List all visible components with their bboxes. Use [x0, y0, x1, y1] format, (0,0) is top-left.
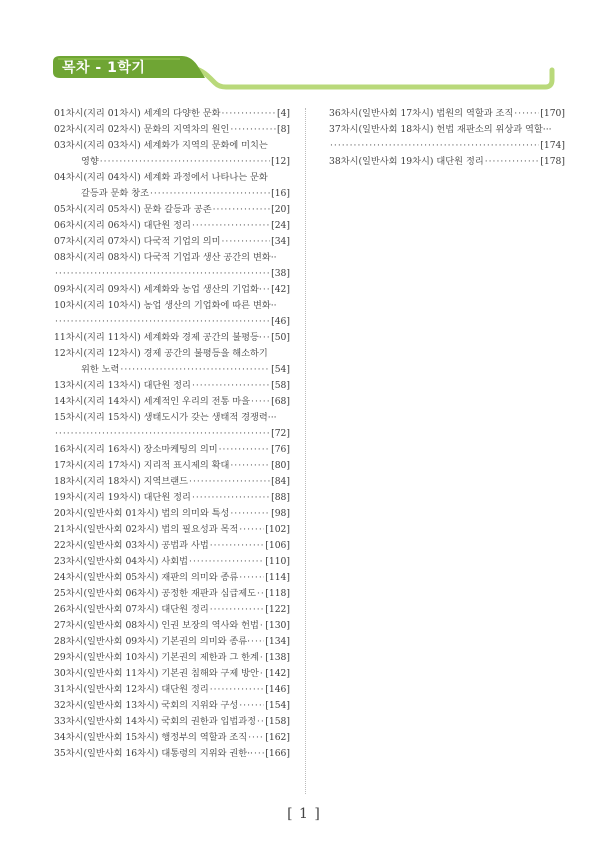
toc-entry-title: 갈등과 문화 창조: [81, 188, 149, 199]
toc-entry-title: 35차시(일반사회 16차시) 대통령의 지위와 권한··: [54, 748, 253, 759]
dot-leader: [189, 474, 270, 490]
toc-entry-line: [54, 410, 290, 426]
dot-leader: [230, 122, 276, 138]
toc-entry-page: [158]: [265, 716, 290, 727]
dot-leader: [210, 538, 265, 554]
toc-entry[interactable]: [54, 330, 290, 346]
toc-entry[interactable]: [54, 570, 290, 586]
toc-entry[interactable]: [54, 586, 290, 602]
toc-entry-title: 11차시(지리 11차시) 세계화와 경제 공간의 불평등·: [54, 332, 262, 343]
toc-entry-line: [54, 346, 290, 362]
toc-entry-page: [174]: [540, 140, 565, 151]
toc-entry-page: [24]: [271, 220, 290, 231]
toc-entry-page: [134]: [265, 636, 290, 647]
toc-entry[interactable]: [54, 634, 290, 650]
toc-entry-line: [329, 138, 565, 154]
toc-entry-title: 01차시(지리 01차시) 세계의 다양한 문화: [54, 108, 221, 119]
toc-entry-line: [329, 106, 565, 122]
dot-leader: [219, 442, 271, 458]
toc-entry[interactable]: [54, 394, 290, 410]
dot-leader: [254, 746, 264, 762]
dot-leader: [260, 666, 264, 682]
toc-entry-title: 영향: [81, 156, 99, 167]
toc-entry-page: [154]: [265, 700, 290, 711]
toc-entry-line: [329, 122, 565, 138]
toc-entry-line: [54, 570, 290, 586]
dot-leader: [263, 282, 270, 298]
toc-entry-title: 24차시(일반사회 05차시) 재판의 의미와 종류: [54, 572, 239, 583]
toc-entry-line: [54, 298, 290, 314]
dot-leader: [210, 602, 265, 618]
toc-entry-title: 29차시(일반사회 10차시) 기본권의 제한과 그 한계: [54, 652, 259, 663]
toc-entry-title: 34차시(일반사회 15차시) 행정부의 역할과 조직: [54, 732, 248, 743]
dot-leader: [221, 234, 270, 250]
toc-entry[interactable]: [54, 378, 290, 394]
toc-entry[interactable]: [54, 170, 290, 202]
toc-entry-page: [146]: [265, 684, 290, 695]
toc-entry-title: 04차시(지리 04차시) 세계화 과정에서 나타나는 문화: [54, 172, 268, 183]
toc-entry-title: 36차시(일반사회 17차시) 법원의 역할과 조직: [329, 108, 514, 119]
dot-leader: [150, 186, 270, 202]
toc-entry-line: [54, 666, 290, 682]
toc-entry[interactable]: [54, 490, 290, 506]
toc-entry[interactable]: [54, 106, 290, 122]
dot-leader: [239, 522, 264, 538]
toc-entry-page: [8]: [276, 124, 290, 135]
toc-entry-line: [54, 394, 290, 410]
toc-entry-title: 19차시(지리 19차시) 대단원 정리: [54, 492, 191, 503]
toc-entry-title: 03차시(지리 03차시) 세계화가 지역의 문화에 미치는: [54, 140, 268, 151]
toc-entry-page: [122]: [265, 604, 290, 615]
toc-entry-line: [54, 522, 290, 538]
dot-leader: [251, 634, 264, 650]
toc-entry-line: [54, 458, 290, 474]
toc-entry[interactable]: [54, 458, 290, 474]
toc-entry[interactable]: [54, 682, 290, 698]
column-divider: [305, 108, 306, 794]
dot-leader: [55, 426, 270, 442]
toc-column-left: [54, 106, 290, 762]
header-banner-graphic: [0, 0, 608, 110]
toc-entry-title: 12차시(지리 12차시) 경제 공간의 불평등을 해소하기: [54, 348, 268, 359]
toc-entry-title: 06차시(지리 06차시) 대단원 정리: [54, 220, 191, 231]
toc-entry-page: [98]: [271, 508, 290, 519]
toc-entry-page: [102]: [265, 524, 290, 535]
toc-entry-title: 16차시(지리 16차시) 장소마케팅의 의미: [54, 444, 218, 455]
dot-leader: [230, 458, 270, 474]
dot-leader: [239, 570, 264, 586]
toc-entry[interactable]: [54, 714, 290, 730]
toc-entry[interactable]: [54, 522, 290, 538]
toc-entry-title: 07차시(지리 07차시) 다국적 기업의 의미: [54, 236, 221, 247]
toc-entry-line: [54, 538, 290, 554]
toc-entry[interactable]: [54, 730, 290, 746]
toc-entry[interactable]: [54, 202, 290, 218]
toc-entry-line: [54, 442, 290, 458]
toc-entry-line: [54, 186, 290, 202]
toc-entry[interactable]: [54, 138, 290, 170]
toc-entry-line: [54, 314, 290, 330]
toc-entry[interactable]: [54, 618, 290, 634]
toc-entry[interactable]: [54, 554, 290, 570]
toc-entry-line: [329, 154, 565, 170]
toc-entry[interactable]: [54, 442, 290, 458]
dot-leader: [257, 714, 264, 730]
dot-leader: [192, 218, 270, 234]
toc-entry-page: [72]: [271, 428, 290, 439]
toc-entry-page: [178]: [540, 156, 565, 167]
toc-entry-page: [88]: [271, 492, 290, 503]
toc-entry[interactable]: [54, 506, 290, 522]
toc-entry-page: [166]: [265, 748, 290, 759]
toc-entry-line: [54, 602, 290, 618]
toc-header: [0, 0, 608, 110]
toc-entry-line: [54, 234, 290, 250]
toc-entry-line: [54, 554, 290, 570]
toc-entry[interactable]: [54, 122, 290, 138]
toc-entry-page: [12]: [271, 156, 290, 167]
toc-entry-line: [54, 730, 290, 746]
toc-entry-title: 위한 노력: [81, 364, 120, 375]
dot-leader: [210, 682, 265, 698]
dot-leader: [257, 586, 264, 602]
toc-entry-line: [54, 330, 290, 346]
toc-entry-title: 27차시(일반사회 08차시) 인권 보장의 역사와 헌법: [54, 620, 259, 631]
toc-entry-page: [162]: [265, 732, 290, 743]
toc-entry[interactable]: [329, 122, 565, 154]
toc-entry-title: 05차시(지리 05차시) 문화 갈등과 공존: [54, 204, 212, 215]
toc-entry-line: [54, 170, 290, 186]
toc-entry[interactable]: [54, 698, 290, 714]
toc-entry-title: 20차시(일반사회 01차시) 법의 의미와 특성: [54, 508, 230, 519]
toc-entry-page: [170]: [540, 108, 565, 119]
dot-leader: [263, 330, 270, 346]
toc-entry-title: 37차시(일반사회 18차시) 헌법 재판소의 위상과 역할···: [329, 124, 552, 135]
toc-entry-line: [54, 618, 290, 634]
toc-column-right: [329, 106, 565, 170]
dot-leader: [514, 106, 539, 122]
toc-entry-line: [54, 506, 290, 522]
toc-entry-page: [20]: [271, 204, 290, 215]
dot-leader: [230, 506, 270, 522]
toc-entry-page: [142]: [265, 668, 290, 679]
toc-entry[interactable]: [54, 474, 290, 490]
toc-entry-title: 32차시(일반사회 13차시) 국회의 지위와 구성: [54, 700, 239, 711]
toc-entry-line: [54, 282, 290, 298]
toc-entry-title: 21차시(일반사회 02차시) 법의 필요성과 목적: [54, 524, 239, 535]
toc-entry-page: [4]: [276, 108, 290, 119]
toc-entry-line: [54, 202, 290, 218]
toc-entry-page: [46]: [271, 316, 290, 327]
toc-entry-line: [54, 250, 290, 266]
toc-entry-page: [106]: [265, 540, 290, 551]
toc-entry-title: 25차시(일반사회 06차시) 공정한 재판과 심급제도: [54, 588, 256, 599]
toc-entry[interactable]: [54, 746, 290, 762]
dot-leader: [485, 154, 540, 170]
toc-entry-page: [80]: [271, 460, 290, 471]
toc-entry-line: [54, 746, 290, 762]
toc-entry[interactable]: [54, 346, 290, 378]
toc-entry-page: [76]: [271, 444, 290, 455]
dot-leader: [189, 554, 264, 570]
toc-entry-title: 15차시(지리 15차시) 생태도시가 갖는 생태적 경쟁력···: [54, 412, 277, 423]
toc-entry[interactable]: [54, 538, 290, 554]
dot-leader: [260, 618, 264, 634]
toc-entry-title: 38차시(일반사회 19차시) 대단원 정리: [329, 156, 484, 167]
toc-entry[interactable]: [329, 154, 565, 170]
toc-entry[interactable]: [54, 650, 290, 666]
toc-entry-page: [114]: [265, 572, 290, 583]
dot-leader: [55, 314, 270, 330]
toc-entry-line: [54, 698, 290, 714]
toc-entry[interactable]: [54, 282, 290, 298]
toc-entry-title: 10차시(지리 10차시) 농업 생산의 기업화에 따른 변화··: [54, 300, 277, 311]
toc-entry-title: 30차시(일반사회 11차시) 기본권 침해와 구제 방안: [54, 668, 259, 679]
toc-entry-title: 14차시(지리 14차시) 세계적인 우리의 전통 마을: [54, 396, 251, 407]
toc-entry-page: [54]: [271, 364, 290, 375]
toc-entry-page: [50]: [271, 332, 290, 343]
toc-entry[interactable]: [54, 666, 290, 682]
toc-entry-page: [42]: [271, 284, 290, 295]
toc-entry-title: 26차시(일반사회 07차시) 대단원 정리: [54, 604, 209, 615]
toc-entry-line: [54, 362, 290, 378]
dot-leader: [221, 106, 276, 122]
dot-leader: [192, 378, 270, 394]
toc-entry-title: 33차시(일반사회 14차시) 국회의 권한과 입법과정: [54, 716, 256, 727]
toc-entry-title: 02차시(지리 02차시) 문화의 지역차의 원인: [54, 124, 230, 135]
toc-entry[interactable]: [54, 602, 290, 618]
toc-entry-page: [110]: [265, 556, 290, 567]
toc-entry-title: 31차시(일반사회 12차시) 대단원 정리: [54, 684, 209, 695]
toc-entry-page: [118]: [265, 588, 290, 599]
dot-leader: [239, 698, 264, 714]
toc-entry-line: [54, 650, 290, 666]
toc-entry[interactable]: [54, 234, 290, 250]
toc-entry-line: [54, 266, 290, 282]
dot-leader: [248, 730, 264, 746]
toc-entry[interactable]: [54, 250, 290, 282]
toc-entry-line: [54, 426, 290, 442]
dot-leader: [192, 490, 270, 506]
toc-entry-line: [54, 682, 290, 698]
toc-entry-line: [54, 634, 290, 650]
toc-entry-title: 13차시(지리 13차시) 대단원 정리: [54, 380, 191, 391]
toc-entry-line: [54, 122, 290, 138]
toc-entry-line: [54, 138, 290, 154]
toc-entry-title: 17차시(지리 17차시) 지리적 표시제의 확대: [54, 460, 230, 471]
toc-entry-line: [54, 378, 290, 394]
toc-entry-line: [54, 586, 290, 602]
dot-leader: [55, 266, 270, 282]
toc-entry[interactable]: [54, 410, 290, 442]
toc-entry-page: [16]: [271, 188, 290, 199]
page-number: [ 1 ]: [287, 806, 321, 822]
toc-entry-page: [138]: [265, 652, 290, 663]
toc-entry[interactable]: [329, 106, 565, 122]
toc-entry-title: 28차시(일반사회 09차시) 기본권의 의미와 종류·: [54, 636, 251, 647]
toc-entry-line: [54, 106, 290, 122]
toc-entry-page: [68]: [271, 396, 290, 407]
toc-entry-page: [84]: [271, 476, 290, 487]
toc-entry-line: [54, 474, 290, 490]
toc-entry-page: [34]: [271, 236, 290, 247]
toc-entry-page: [130]: [265, 620, 290, 631]
toc-entry-title: 08차시(지리 08차시) 다국적 기업과 생산 공간의 변화··: [54, 252, 277, 263]
toc-entry-title: 09차시(지리 09차시) 세계화와 농업 생산의 기업화·: [54, 284, 262, 295]
dot-leader: [213, 202, 271, 218]
dot-leader: [120, 362, 270, 378]
toc-entry-title: 22차시(일반사회 03차시) 공법과 사법: [54, 540, 209, 551]
toc-title: 목차 - 1학기: [62, 60, 146, 76]
toc-entry-page: [58]: [271, 380, 290, 391]
dot-leader: [251, 394, 270, 410]
dot-leader: [100, 154, 270, 170]
toc-entry-line: [54, 490, 290, 506]
toc-entry-title: 18차시(지리 18차시) 지역브랜드: [54, 476, 189, 487]
toc-entry-line: [54, 154, 290, 170]
dot-leader: [330, 138, 539, 154]
dot-leader: [260, 650, 264, 666]
toc-entry-line: [54, 218, 290, 234]
toc-entry[interactable]: [54, 218, 290, 234]
toc-entry[interactable]: [54, 298, 290, 330]
toc-entry-page: [38]: [271, 268, 290, 279]
toc-entry-title: 23차시(일반사회 04차시) 사회법: [54, 556, 189, 567]
toc-entry-line: [54, 714, 290, 730]
